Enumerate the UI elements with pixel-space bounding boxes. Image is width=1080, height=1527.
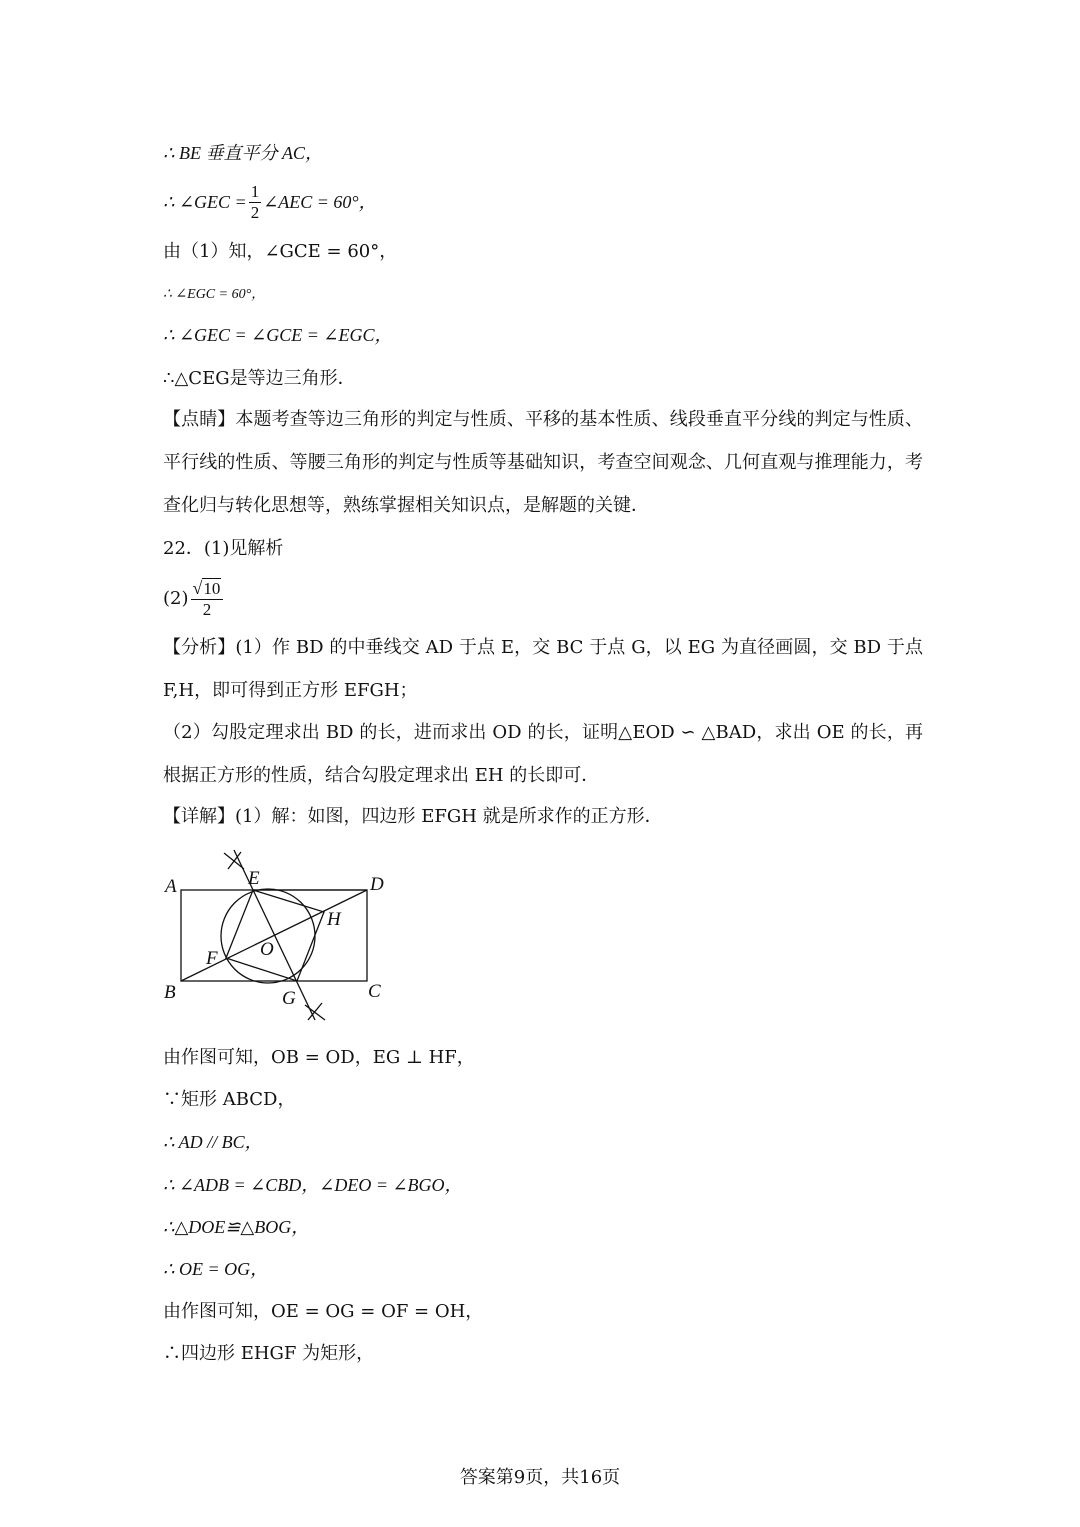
text-line-4: ∴ ∠EGC = 60°， — [163, 287, 266, 302]
fraction-numerator-sqrt — [191, 578, 224, 600]
label-h: H — [327, 909, 341, 930]
label-a: A — [165, 876, 177, 897]
geometry-figure — [160, 842, 400, 1032]
step-6: ∴ OE = OG， — [163, 1259, 269, 1279]
text-line-6: ∴△CEG是等边三角形． — [163, 368, 356, 389]
detail-heading: 【详解】(1）解：如图，四边形 EFGH 就是所求作的正方形． — [163, 806, 663, 827]
sqrt-symbol — [193, 578, 222, 599]
answer-2-prefix: (2) — [163, 588, 189, 609]
step-2: ∵矩形 ABCD， — [163, 1089, 296, 1110]
label-b: B — [164, 982, 176, 1003]
label-e: E — [248, 868, 260, 889]
step-5: ∴△DOE≌△BOG， — [163, 1217, 310, 1237]
label-g: G — [282, 988, 296, 1009]
text-line-5: ∴ ∠GEC = ∠GCE = ∠EGC， — [163, 325, 393, 345]
question-22-heading: 22．(1)见解析 — [163, 538, 284, 559]
text-line-2 — [163, 178, 377, 226]
fraction-denominator: 2 — [250, 202, 260, 222]
label-d: D — [370, 874, 384, 895]
analysis-part-2: （2）勾股定理求出 BD 的长，进而求出 OD 的长，证明△EOD ∽ △BAD，求出 OE 的长，再根据正方形的性质，结合勾股定理求出 EH 的长即可． — [163, 722, 923, 786]
answer-2 — [163, 573, 225, 625]
note-paragraph: 【点睛】本题考查等边三角形的判定与性质、平移的基本性质、线段垂直平分线的判定与性质、平行线的性质、等腰三角形的判定与性质等基础知识，考查空间观念、几何直观与推理能力，考查化归与转化思想等，熟练掌握相关知识点，是解题的关键． — [163, 409, 923, 516]
label-o: O — [260, 939, 274, 960]
radicand: 10 — [203, 579, 221, 598]
step-4: ∴ ∠ADB = ∠CBD，∠DEO = ∠BGO， — [163, 1175, 463, 1195]
fraction-denominator: 2 — [202, 600, 212, 619]
step-3: ∴ AD // BC， — [163, 1132, 263, 1152]
step-1: 由作图可知，OB = OD，EG ⊥ HF， — [163, 1047, 475, 1068]
label-f: F — [206, 948, 218, 969]
text-line-1: ∴ BE 垂直平分 AC， — [163, 143, 323, 163]
fraction-one-half — [249, 182, 262, 223]
step-7: 由作图可知，OE = OG = OF = OH， — [163, 1301, 484, 1322]
arc-mark-top — [224, 852, 244, 869]
radical-sign: √ — [192, 578, 203, 598]
fraction-numerator: 1 — [250, 181, 260, 201]
fraction-sqrt10-over-2 — [191, 578, 224, 620]
line2-prefix: ∴ ∠GEC = — [163, 192, 247, 212]
line2-suffix: ∠AEC = 60°， — [263, 192, 377, 212]
analysis-part-1: 【分析】(1）作 BD 的中垂线交 AD 于点 E，交 BC 于点 G，以 EG 为直径画圆，交 BD 于点 F,H，即可得到正方形 EFGH； — [163, 637, 923, 701]
label-c: C — [368, 981, 381, 1002]
step-8: ∴四边形 EHGF 为矩形， — [163, 1343, 375, 1364]
page-footer: 答案第9页，共16页 — [459, 1467, 621, 1488]
text-line-3: 由（1）知，∠GCE = 60°， — [163, 241, 398, 262]
